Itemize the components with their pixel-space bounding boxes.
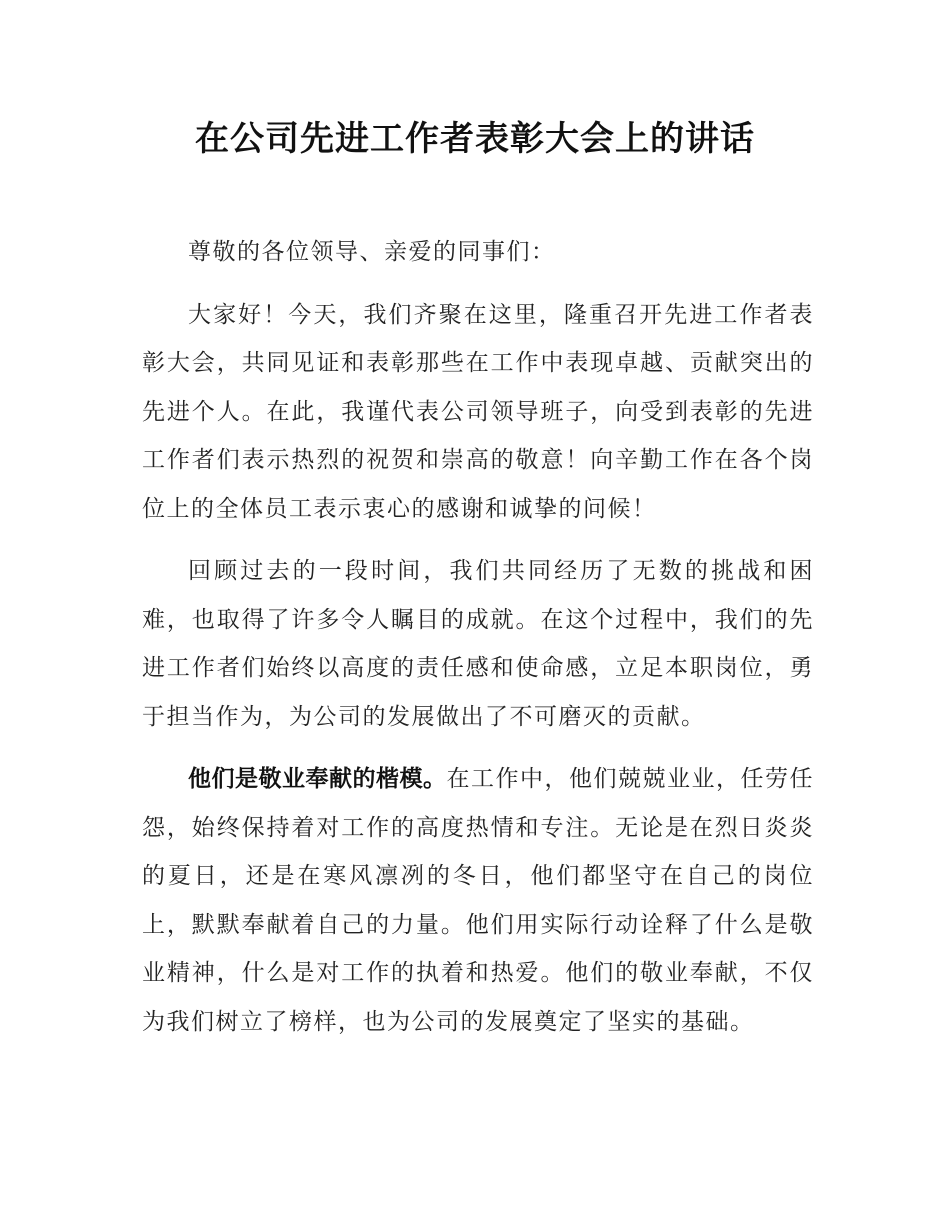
page-title: 在公司先进工作者表彰大会上的讲话 [195,119,755,159]
speech-body [142,228,814,1060]
paragraph-lead-heading: 他们是敬业奉献的楷模。 [188,766,447,792]
paragraph-greeting: 大家好！今天，我们齐聚在这里，隆重召开先进工作者表彰大会，共同见证和表彰那些在工作中表现卓越、贡献突出的先进个人。在此，我谨代表公司领导班子，向受到表彰的先进工作者们表示热烈的祝贺和崇高的敬意！向辛勤工作在各个岗位上的全体员工表示衷心的感谢和诚挚的问候！ [142,301,814,522]
salutation: 尊敬的各位领导、亲爱的同事们： [188,239,556,265]
paragraph-review: 回顾过去的一段时间，我们共同经历了无数的挑战和困难，也取得了许多令人瞩目的成就。在这个过程中，我们的先进工作者们始终以高度的责任感和使命感，立足本职岗位，勇于担当作为，为公司的发展做出了不可磨灭的贡献。 [142,558,814,730]
paragraph-dedication-text: 在工作中，他们兢兢业业，任劳任怨，始终保持着对工作的高度热情和专注。无论是在烈日炎炎的夏日，还是在寒风凛冽的冬日，他们都坚守在自己的岗位上，默默奉献着自己的力量。他们用实际行动诠释了什么是敬业精神，什么是对工作的执着和热爱。他们的敬业奉献，不仅为我们树立了榜样，也为公司的发展奠定了坚实的基础。 [142,766,814,1035]
paragraph-dedication [142,755,814,1046]
